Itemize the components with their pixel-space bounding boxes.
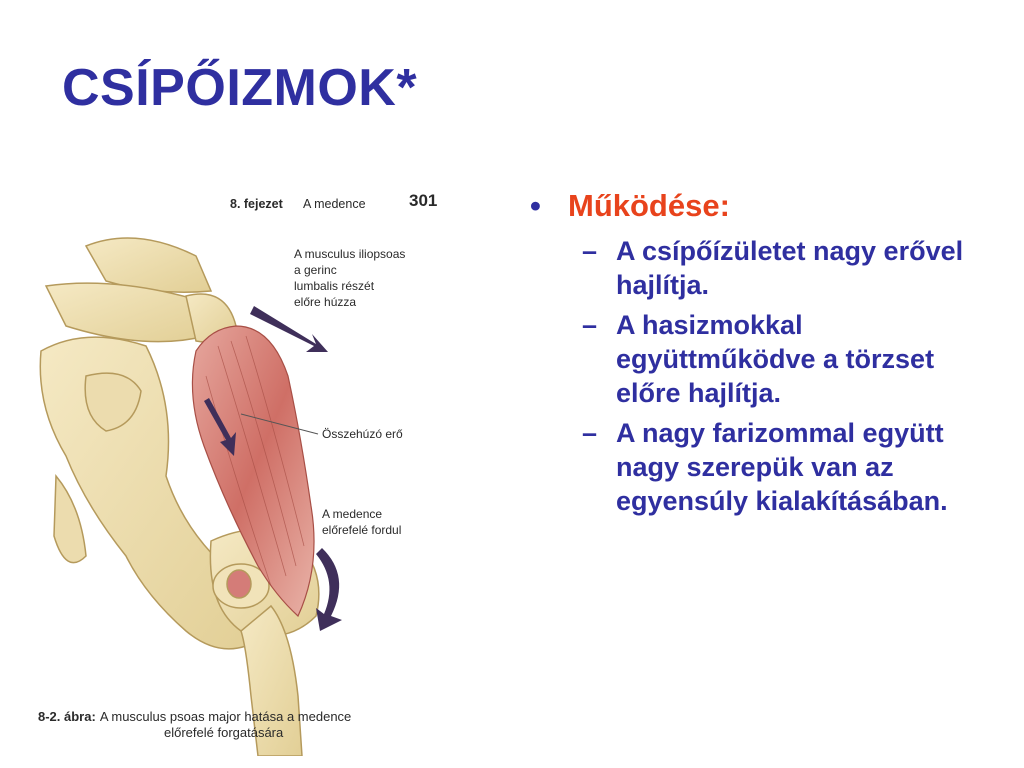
sub-list [530,234,970,518]
figure-section: A medence [303,197,366,211]
dash-mark: – [582,418,598,448]
annotation-3-line-1: A medence [322,507,383,521]
figure-chapter: 8. fejezet [230,197,283,211]
annotation-1-line-2: a gerinc [294,263,337,277]
annotation-3-line-2: előrefelé fordul [322,523,402,537]
annotation-1-line-1: A musculus iliopsoas [294,247,406,261]
bullet-mark: • [530,188,541,223]
dash-mark: – [582,310,598,340]
anatomy-figure [26,176,488,756]
caption-text-1: A musculus psoas major hatása a medence [99,709,352,724]
annotation-1-line-3: lumbalis részét [294,279,375,293]
annotation-1-line-4: előre húzza [294,295,357,309]
caption-label: 8-2. ábra: [38,709,96,724]
slide-title: CSÍPŐIZMOK* [62,59,418,117]
sub-item [582,416,970,518]
pelvis-illustration [26,176,488,756]
sub-item [582,308,970,410]
figure-caption-line-1 [38,709,351,724]
figure-caption-line-2: előrefelé forgatására [164,725,284,740]
sub-item-text: A hasizmokkal együttműködve a törzset előre hajlítja. [616,310,935,408]
sub-item-text: A nagy farizommal együtt nagy szerepük van az egyensúly kialakításában. [616,418,948,516]
bullet-heading [530,188,970,224]
heading-text: Működése: [568,188,730,223]
figure-page-number: 301 [409,191,438,210]
annotation-contraction: Összehúzó erő [322,427,403,441]
dash-mark: – [582,236,598,266]
content-column [530,188,970,524]
sub-item-text: A csípőízületet nagy erővel hajlítja. [616,236,964,300]
sub-item [582,234,970,302]
